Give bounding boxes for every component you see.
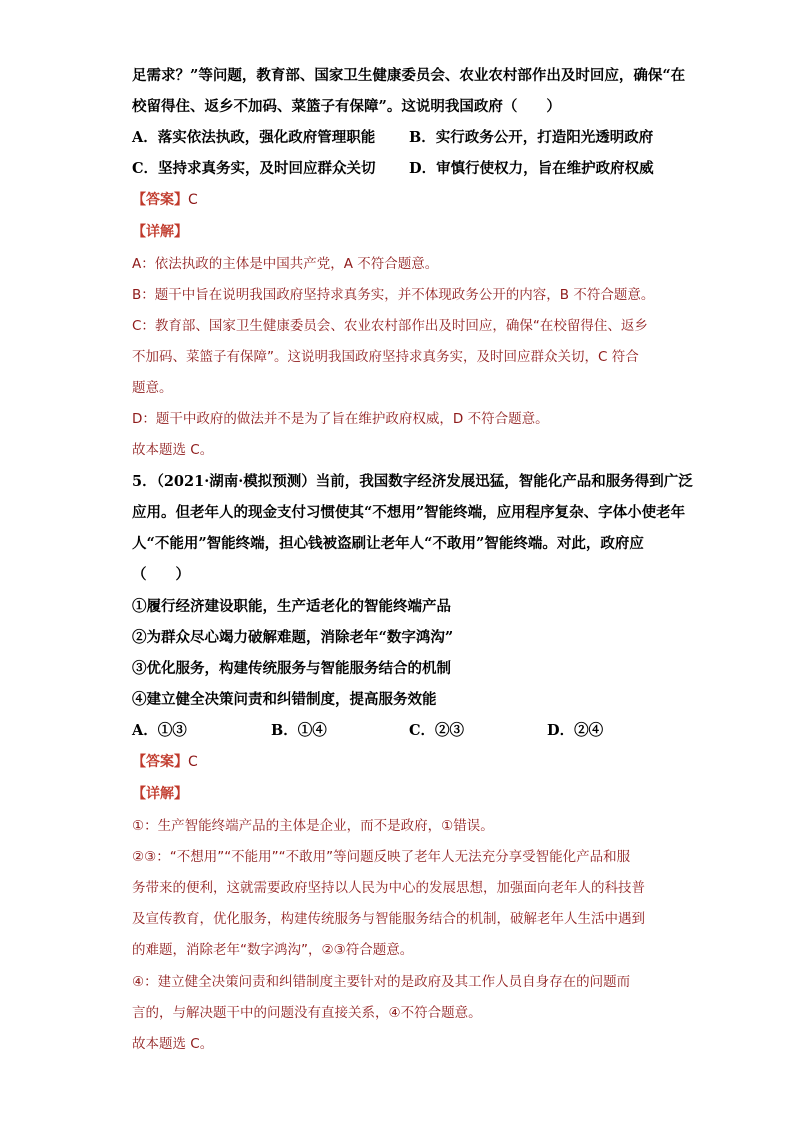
q5-option-d: D．②④ bbox=[547, 722, 604, 739]
q5-answer-value: C bbox=[188, 754, 198, 770]
q5-statement-4: ④建立健全决策问责和纠错制度，提高服务效能 bbox=[132, 691, 437, 708]
q5-explanation-line-4: 及宣传教育，优化服务，构建传统服务与智能服务结合的机制，破解老年人生活中遇到 bbox=[132, 911, 645, 927]
q5-stem-line-3: 人“不能用”智能终端，担心钱被盗刷让老年人“不敢用”智能终端。对此，政府应 bbox=[132, 535, 644, 552]
q5-stem-line-1: 5．（2021·湖南·模拟预测）当前，我国数字经济发展迅猛，智能化产品和服务得到广泛 bbox=[132, 473, 693, 490]
q5-stem-line-4: （ ） bbox=[132, 566, 190, 583]
q5-detail-tag: 【详解】 bbox=[132, 786, 188, 802]
q4-conclusion: 故本题选 C。 bbox=[132, 442, 214, 458]
q5-statement-1: ①履行经济建设职能，生产适老化的智能终端产品 bbox=[132, 598, 451, 615]
q4-stem-line-1: 足需求？”等问题，教育部、国家卫生健康委员会、农业农村部作出及时回应，确保“在 bbox=[132, 67, 686, 84]
q4-explanation-line-1: A：依法执政的主体是中国共产党，A 不符合题意。 bbox=[132, 256, 439, 272]
q4-option-c: C．坚持求真务实，及时回应群众关切 bbox=[132, 160, 376, 177]
q4-option-a: A．落实依法执政，强化政府管理职能 bbox=[132, 129, 376, 146]
q4-explanation-line-4: 不加码、菜篮子有保障”。这说明我国政府坚持求真务实，及时回应群众关切，C 符合 bbox=[132, 349, 639, 365]
q5-answer-row bbox=[132, 752, 198, 772]
q5-option-c: C．②③ bbox=[409, 722, 465, 739]
q4-explanation-line-6: D：题干中政府的做法并不是为了旨在维护政府权威，D 不符合题意。 bbox=[132, 411, 549, 427]
q5-detail-row bbox=[132, 784, 188, 804]
q4-stem-line-2: 校留得住、返乡不加码、菜篮子有保障”。这说明我国政府（ ） bbox=[132, 98, 561, 115]
q4-answer-value: C bbox=[188, 192, 198, 208]
q4-explanation-line-2: B：题干中旨在说明我国政府坚持求真务实，并不体现政务公开的内容，B 不符合题意。 bbox=[132, 287, 655, 303]
q4-answer-row bbox=[132, 190, 198, 210]
q5-explanation-line-3: 务带来的便利，这就需要政府坚持以人民为中心的发展思想，加强面向老年人的科技普 bbox=[132, 880, 645, 896]
q5-option-b: B．①④ bbox=[271, 722, 327, 739]
q5-explanation-line-7: 言的，与解决题干中的问题没有直接关系，④不符合题意。 bbox=[132, 1005, 482, 1021]
q4-explanation-line-5: 题意。 bbox=[132, 380, 173, 396]
q5-conclusion: 故本题选 C。 bbox=[132, 1036, 214, 1052]
q4-detail-row bbox=[132, 222, 188, 242]
q5-explanation-line-6: ④：建立健全决策问责和纠错制度主要针对的是政府及其工作人员自身存在的问题而 bbox=[132, 974, 631, 990]
q5-explanation-line-1: ①：生产智能终端产品的主体是企业，而不是政府，①错误。 bbox=[132, 818, 494, 834]
q5-answer-tag: 【答案】 bbox=[132, 754, 188, 770]
q5-stem-line-2: 应用。但老年人的现金支付习惯使其“不想用”智能终端，应用程序复杂、字体小使老年 bbox=[132, 504, 686, 521]
q5-option-a: A．①③ bbox=[132, 722, 187, 739]
q4-answer-tag: 【答案】 bbox=[132, 192, 188, 208]
q5-explanation-line-2: ②③：“不想用”“不能用”“不敢用”等问题反映了老年人无法充分享受智能化产品和服 bbox=[132, 849, 631, 865]
q5-statement-3: ③优化服务，构建传统服务与智能服务结合的机制 bbox=[132, 660, 451, 677]
q5-statement-2: ②为群众尽心竭力破解难题，消除老年“数字鸿沟” bbox=[132, 629, 454, 646]
q4-detail-tag: 【详解】 bbox=[132, 224, 188, 240]
q4-option-b: B．实行政务公开，打造阳光透明政府 bbox=[409, 129, 654, 146]
q4-explanation-line-3: C：教育部、国家卫生健康委员会、农业农村部作出及时回应，确保“在校留得住、返乡 bbox=[132, 318, 648, 334]
q5-explanation-line-5: 的难题，消除老年“数字鸿沟”，②③符合题意。 bbox=[132, 942, 414, 958]
q4-option-d: D．审慎行使权力，旨在维护政府权威 bbox=[409, 160, 654, 177]
